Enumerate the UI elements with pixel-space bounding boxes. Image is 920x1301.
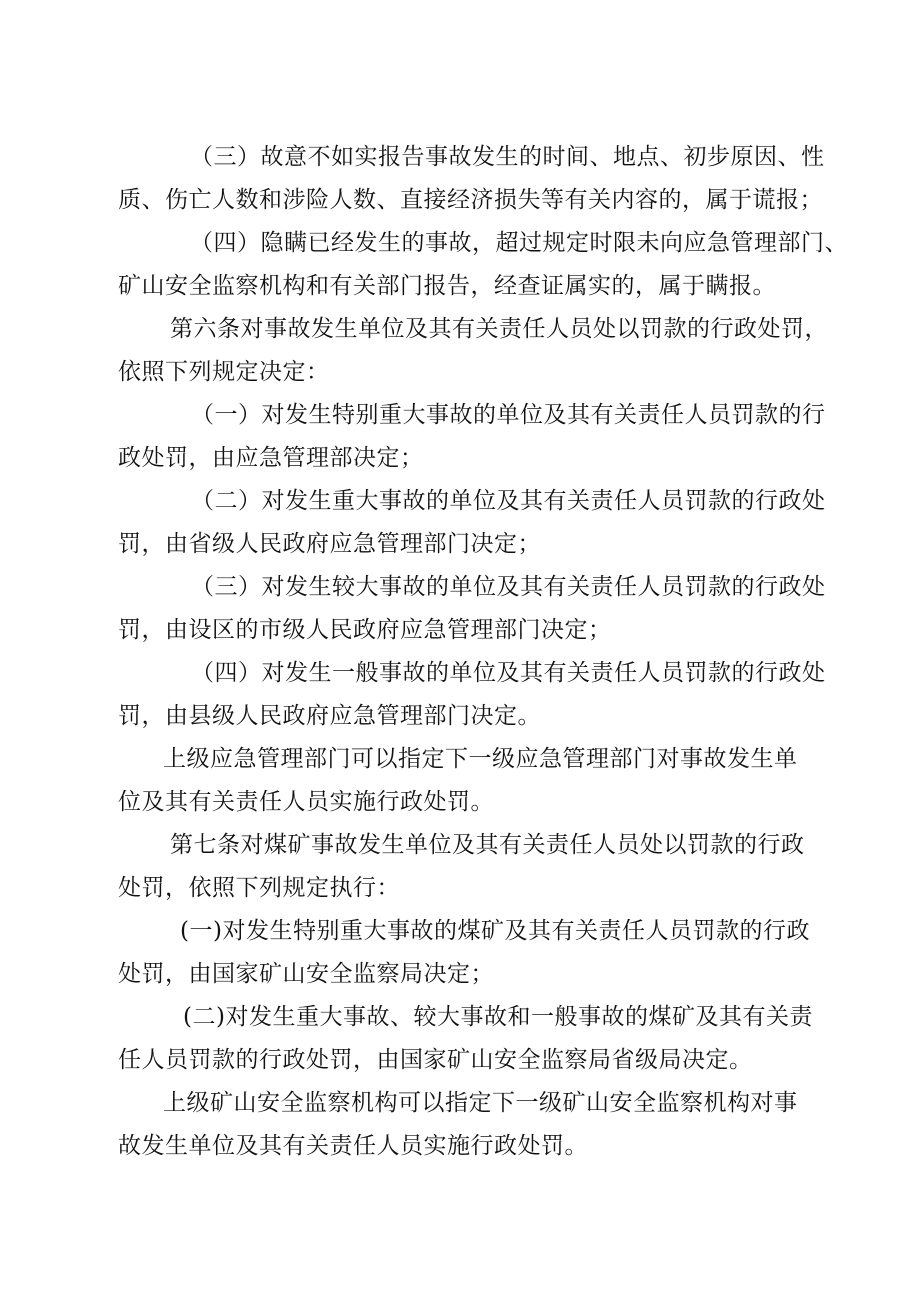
text-line: 故发生单位及其有关责任人员实施行政处罚。 xyxy=(118,1133,588,1159)
text-line: 政处罚，由应急管理部决定； xyxy=(118,445,424,471)
text-line: 上级应急管理部门可以指定下一级应急管理部门对事故发生单 xyxy=(163,746,798,772)
text-line: (一)对发生特别重大事故的煤矿及其有关责任人员罚款的行政 xyxy=(180,918,810,944)
text-line: 第六条对事故发生单位及其有关责任人员处以罚款的行政处罚， xyxy=(170,316,828,342)
text-line: （二）对发生重大事故的单位及其有关责任人员罚款的行政处 xyxy=(191,488,826,514)
text-line: 任人员罚款的行政处罚，由国家矿山安全监察局省级局决定。 xyxy=(118,1047,753,1073)
text-line: 处罚，由国家矿山安全监察局决定； xyxy=(118,961,494,987)
text-line: 矿山安全监察机构和有关部门报告，经查证属实的，属于瞒报。 xyxy=(118,273,776,299)
text-line: （四）对发生一般事故的单位及其有关责任人员罚款的行政处 xyxy=(191,660,826,686)
text-line: （一）对发生特别重大事故的单位及其有关责任人员罚款的行 xyxy=(191,402,826,428)
text-line: (二)对发生重大事故、较大事故和一般事故的煤矿及其有关责 xyxy=(183,1004,813,1030)
text-line: 罚，由县级人民政府应急管理部门决定。 xyxy=(118,703,541,729)
text-line: 罚，由设区的市级人民政府应急管理部门决定； xyxy=(118,617,612,643)
text-line: 质、伤亡人数和涉险人数、直接经济损失等有关内容的，属于谎报； xyxy=(118,187,823,213)
text-line: 罚，由省级人民政府应急管理部门决定； xyxy=(118,531,541,557)
text-line: 第七条对煤矿事故发生单位及其有关责任人员处以罚款的行政 xyxy=(170,832,805,858)
text-line: （三）故意不如实报告事故发生的时间、地点、初步原因、性 xyxy=(190,144,825,170)
text-line: 上级矿山安全监察机构可以指定下一级矿山安全监察机构对事 xyxy=(163,1090,798,1116)
text-line: （三）对发生较大事故的单位及其有关责任人员罚款的行政处 xyxy=(191,574,826,600)
text-line: 处罚，依照下列规定执行： xyxy=(118,875,400,901)
text-line: （四）隐瞒已经发生的事故，超过规定时限未向应急管理部门、 xyxy=(190,230,848,256)
text-line: 依照下列规定决定： xyxy=(118,359,330,385)
text-line: 位及其有关责任人员实施行政处罚。 xyxy=(118,789,494,815)
